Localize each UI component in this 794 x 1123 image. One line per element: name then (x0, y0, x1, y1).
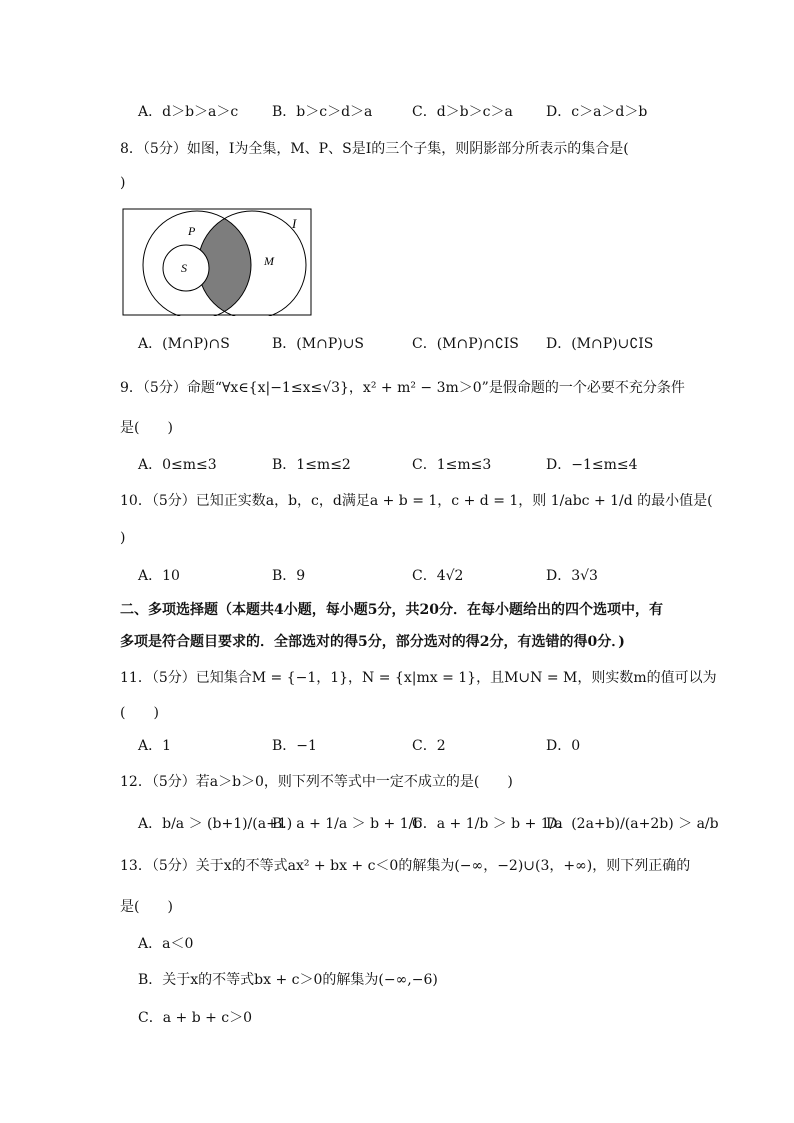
venn-diagram (122, 208, 312, 316)
q8-stem: 8．（5分）如图，I为全集，M、P、S是I的三个子集，则阴影部分所表示的集合是( (120, 141, 629, 157)
q8-stem-end: ) (120, 175, 126, 191)
q12-option-a: A．b/a ＞ (b+1)/(a+1) (138, 816, 293, 832)
q13-option-b: B．关于x的不等式bx + c＞0的解集为(−∞,−6) (138, 972, 438, 988)
q8-option-b: B．(M∩P)∪S (272, 336, 365, 352)
q8-option-a: A．(M∩P)∩S (138, 336, 230, 352)
q13-stem: 13．（5分）关于x的不等式ax² + bx + c＜0的解集为(−∞，−2)∪(3，+∞)，则下列正确的 (120, 858, 691, 874)
label-m: M (264, 254, 274, 268)
q9-option-c: C．1≤m≤3 (412, 457, 492, 473)
q13-option-c: C．a + b + c＞0 (138, 1010, 253, 1026)
q10-option-c: C．4√2 (412, 568, 464, 584)
q9-stem-end: 是( ) (120, 420, 173, 436)
label-p: P (188, 224, 196, 238)
q11-option-a: A．1 (138, 738, 172, 754)
q10-option-a: A．10 (138, 568, 180, 584)
label-s: S (181, 261, 187, 275)
q11-option-d: D．0 (546, 738, 581, 754)
q13-stem-end: 是( ) (120, 899, 173, 915)
section2-heading-line1: 二、多项选择题（本题共4小题，每小题5分，共20分．在每小题给出的四个选项中，有 (120, 602, 663, 618)
q10-stem: 10．（5分）已知正实数a，b，c，d满足a + b = 1，c + d = 1，则 1/abc + 1/d 的最小值是( (120, 493, 713, 509)
q12-stem: 12．（5分）若a＞b＞0，则下列不等式中一定不成立的是( ) (120, 774, 513, 790)
label-i: I (292, 216, 297, 231)
q8-option-d: D．(M∩P)∪∁IS (546, 336, 654, 352)
q7-option-c: C．d＞b＞c＞a (412, 104, 513, 120)
q8-option-c: C．(M∩P)∩∁IS (412, 336, 519, 352)
q7-option-a: A．d＞b＞a＞c (138, 104, 239, 120)
q13-option-a: A．a＜0 (138, 936, 194, 952)
q9-option-b: B．1≤m≤2 (272, 457, 351, 473)
q10-option-b: B．9 (272, 568, 306, 584)
q11-option-c: C．2 (412, 738, 446, 754)
q11-option-b: B．−1 (272, 738, 317, 754)
q7-option-b: B．b＞c＞d＞a (272, 104, 373, 120)
q12-option-b: B．a + 1/a ＞ b + 1/b (272, 816, 423, 832)
q9-option-a: A．0≤m≤3 (138, 457, 217, 473)
q7-option-d: D．c＞a＞d＞b (546, 104, 648, 120)
q10-stem-end: ) (120, 530, 126, 546)
q9-option-d: D．−1≤m≤4 (546, 457, 638, 473)
q9-stem: 9．（5分）命题“∀x∈{x|−1≤x≤√3}，x² + m² − 3m＞0”是假命题的一个必要不充分条件 (120, 380, 685, 396)
section2-heading-line2: 多项是符合题目要求的．全部选对的得5分，部分选对的得2分，有选错的得0分．) (120, 634, 625, 650)
q10-option-d: D．3√3 (546, 568, 598, 584)
q11-stem: 11．（5分）已知集合M = {−1，1}，N = {x|mx = 1}，且M∪N = M，则实数m的值可以为 (120, 670, 717, 686)
q12-option-d: D．(2a+b)/(a+2b) ＞ a/b (546, 816, 719, 832)
q11-stem-end: ( ) (120, 705, 159, 721)
q12-option-c: C．a + 1/b ＞ b + 1/a (412, 816, 563, 832)
